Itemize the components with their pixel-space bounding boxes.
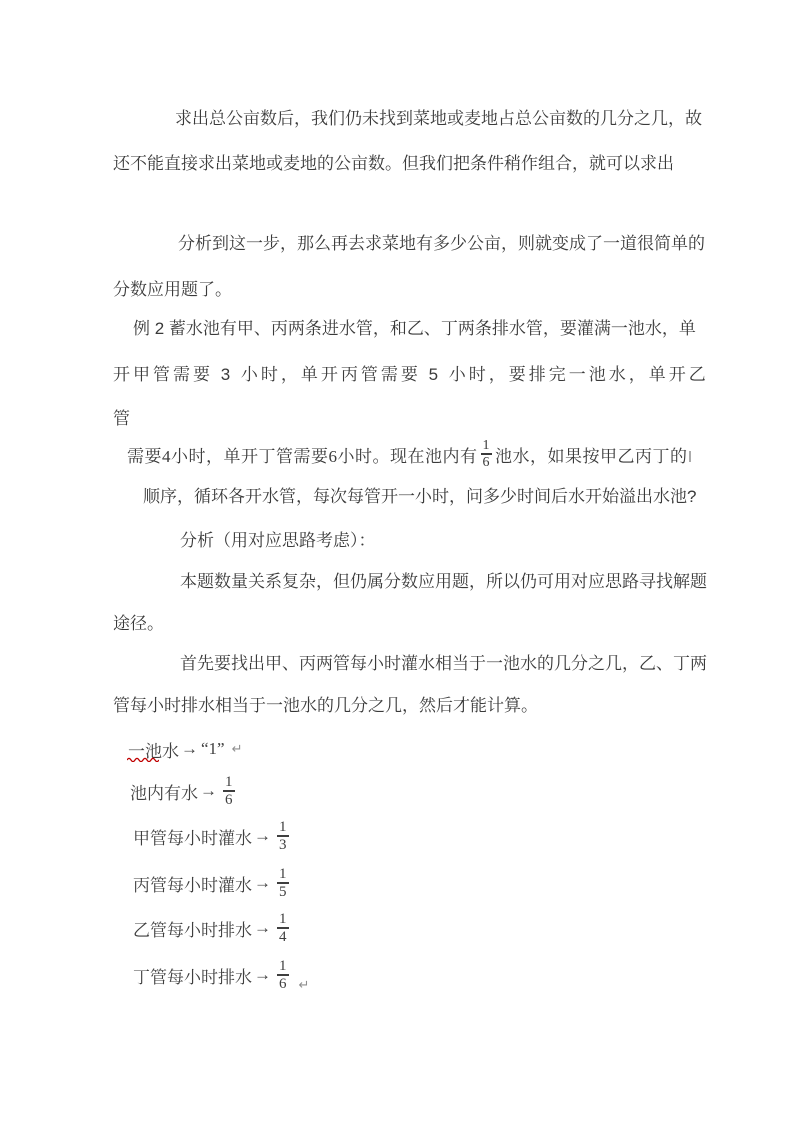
text-line: 顺序，循环各开水管，每次每管开一小时，问多少时间后水开始溢出水池? [143, 487, 697, 506]
spellcheck-squiggle-icon [127, 756, 159, 762]
right-arrow-icon: → [254, 826, 270, 845]
text-line: 还不能直接求出菜地或麦地的公亩数。但我们把条件稍作组合，就可以求出 [113, 154, 674, 173]
fraction [223, 774, 235, 809]
fraction-denominator: 6 [482, 454, 490, 470]
formula-row [133, 861, 292, 905]
text-cursor-mark [689, 451, 691, 462]
text-line: 分数应用题了。 [113, 280, 232, 299]
text-line: 途径。 [113, 614, 164, 633]
right-arrow-icon: → [181, 739, 197, 758]
inline-fraction [481, 438, 493, 471]
text-line: 管 [113, 409, 130, 428]
fraction-numerator: 1 [279, 910, 287, 927]
text-line: 本题数量关系复杂，但仍属分数应用题，所以仍可用对应思路寻找解题 [180, 572, 707, 591]
formula-label: 丁管每小时排水 [133, 967, 252, 987]
formula-row [133, 814, 292, 858]
formula-row [128, 727, 243, 771]
fraction-numerator: 1 [279, 957, 287, 974]
fraction [277, 866, 289, 901]
formula-label: 池内有水 [130, 783, 198, 803]
formula-label: 一池水 [128, 741, 179, 761]
formula-label: 丙管每小时灌水 [133, 875, 252, 895]
fraction-numerator: 1 [279, 865, 287, 882]
analysis-heading: 分析（用对应思路考虑）： [180, 531, 376, 550]
right-arrow-icon: → [200, 781, 216, 800]
fraction-denominator: 5 [279, 883, 287, 900]
fraction-denominator: 6 [225, 791, 233, 808]
right-arrow-icon: → [254, 965, 270, 984]
right-arrow-icon: → [254, 873, 270, 892]
fraction-denominator: 3 [279, 836, 287, 853]
return-mark-icon: ↵ [298, 977, 310, 992]
formula-label: 甲管每小时灌水 [133, 828, 252, 848]
right-arrow-icon: → [254, 918, 270, 937]
return-mark-icon: ↵ [231, 741, 243, 756]
text-line: 求出总公亩数后，我们仍未找到菜地或麦地占总公亩数的几分之几，故 [175, 109, 702, 128]
text-line: 开甲管需要 3 小时，单开丙管需要 5 小时，要排完一池水，单开乙 [113, 365, 709, 384]
text-line: 分析到这一步，那么再去求菜地有多少公亩，则就变成了一道很简单的 [178, 234, 705, 253]
formula-label: 乙管每小时排水 [133, 920, 252, 940]
problem-statement-line [127, 432, 688, 476]
fraction [277, 958, 289, 993]
problem-text-before: 需要4小时，单开丁管需要6小时。现在池内有 [127, 446, 478, 466]
formula-row [133, 906, 292, 950]
fraction [277, 819, 289, 854]
text-line: 管每小时排水相当于一池水的几分之几，然后才能计算。 [113, 696, 538, 715]
fraction [277, 911, 289, 946]
fraction-numerator: 1 [279, 818, 287, 835]
formula-row [130, 769, 238, 813]
text-line: 首先要找出甲、丙两管每小时灌水相当于一池水的几分之几，乙、丁两 [180, 654, 707, 673]
fraction-denominator: 4 [279, 928, 287, 945]
formula-value: “1” [201, 739, 225, 758]
fraction-denominator: 6 [279, 975, 287, 992]
problem-text-after: 池水，如果按甲乙丙丁的 [495, 446, 688, 466]
formula-row [133, 953, 309, 997]
fraction-numerator: 1 [482, 437, 490, 453]
fraction-numerator: 1 [225, 773, 233, 790]
example-heading-line: 例 2 蓄水池有甲、丙两条进水管，和乙、丁两条排水管，要灌满一池水，单 [133, 319, 696, 338]
